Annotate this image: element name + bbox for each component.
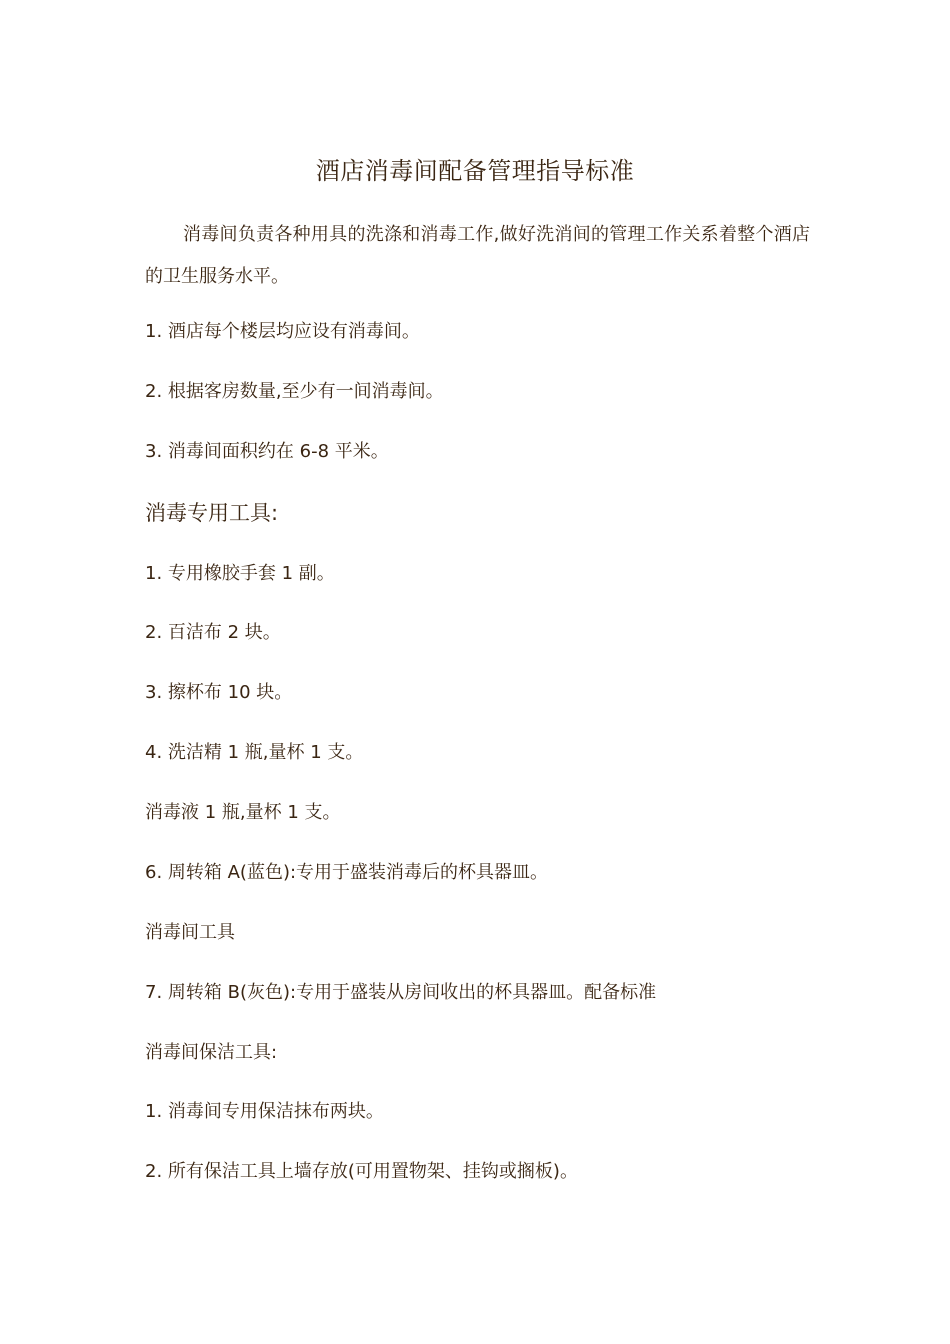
cleaning-item-cloth: 1. 消毒间专用保洁抹布两块。 (145, 1101, 384, 1122)
section-heading-cleaning-tools: 消毒间保洁工具: (145, 1042, 278, 1063)
requirement-floor: 1. 酒店每个楼层均应设有消毒间。 (145, 321, 420, 342)
tool-item-cup-cloth: 3. 擦杯布 10 块。 (145, 682, 293, 703)
section-heading-room-tools: 消毒间工具 (145, 922, 235, 943)
requirement-count: 2. 根据客房数量,至少有一间消毒间。 (145, 381, 444, 402)
section-heading-disinfection-tools: 消毒专用工具: (145, 501, 279, 525)
tool-item-scouring-cloth: 2. 百洁布 2 块。 (145, 622, 281, 643)
intro-paragraph: 消毒间负责各种用具的洗涤和消毒工作,做好洗消间的管理工作关系着整个酒店的卫生服务水平。 (145, 224, 810, 287)
tool-item-box-b: 7. 周转箱 B(灰色):专用于盛装从房间收出的杯具器皿。配备标准 (145, 982, 657, 1003)
document-title: 酒店消毒间配备管理指导标准 (315, 157, 635, 185)
cleaning-item-storage: 2. 所有保洁工具上墙存放(可用置物架、挂钩或搁板)。 (145, 1161, 578, 1182)
tool-item-gloves: 1. 专用橡胶手套 1 副。 (145, 563, 335, 584)
tool-item-disinfectant: 消毒液 1 瓶,量杯 1 支。 (145, 802, 341, 823)
requirement-area: 3. 消毒间面积约在 6-8 平米。 (145, 441, 389, 462)
tool-item-box-a: 6. 周转箱 A(蓝色):专用于盛装消毒后的杯具器皿。 (145, 862, 549, 883)
tool-item-detergent: 4. 洗洁精 1 瓶,量杯 1 支。 (145, 742, 364, 763)
